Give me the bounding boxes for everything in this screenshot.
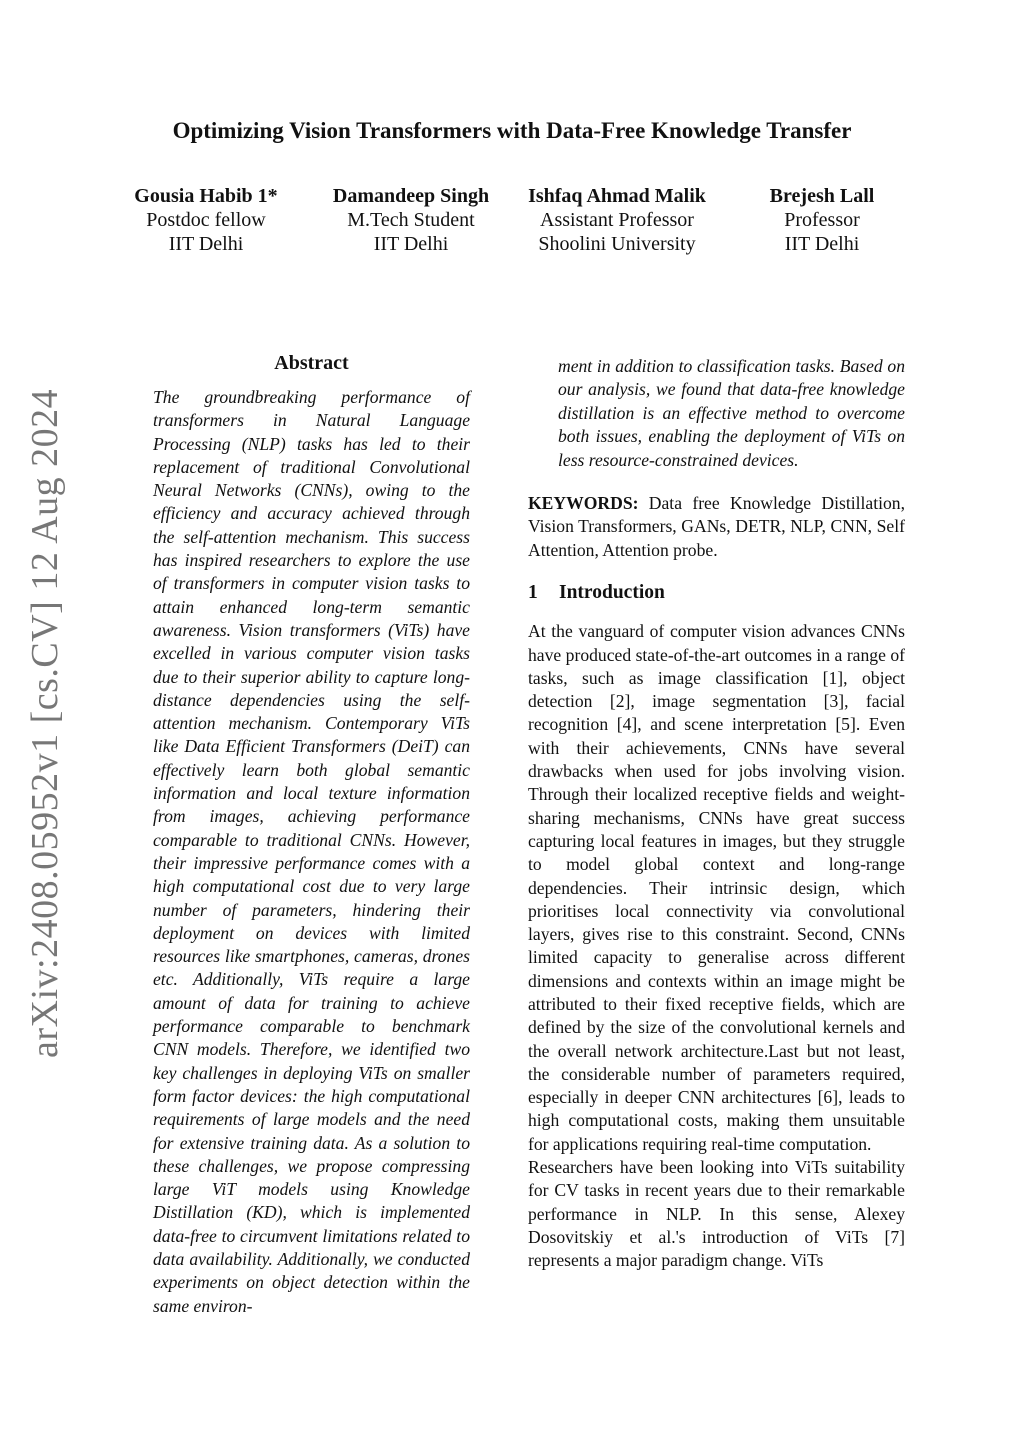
abstract-text: The groundbreaking performance of transformers in Natural Language Processing (NLP) tasks has led to their replacement of traditional Convolutional Neural Networks (CNNs), owing to the efficiency and accuracy achieved through the self-attention mechanism. This success has inspired researchers to explore the use of transformers in computer vision tasks to attain enhanced long-term semantic awareness. Vision transformers (ViTs) have excelled in various computer vision tasks due to their superior ability to capture long-distance dependencies using the self-attention mechanism. Contemporary ViTs like Data Efficient Transformers (DeiT) can effectively learn both global semantic information and local texture information from images, achieving performance comparable to traditional CNNs. However, their impressive performance comes with a high computational cost due to very large number of parameters, hindering their deployment on devices with limited resources like smartphones, cameras, drones etc. Additionally, ViTs require a large amount of data for training to achieve performance comparable to benchmark CNN models. Therefore, we identified two key challenges in deploying ViTs on smaller form factor devices: the high computational requirements of large models and the need for extensive training data. As a solution to these challenges, we propose compressing large ViT models using Knowledge Distillation (KD), which is implemented data-free to circumvent limitations related to data availability. Additionally, we conducted experiments on object detection within the same environ- bbox=[153, 387, 470, 1316]
right-column bbox=[528, 350, 905, 1273]
section-number: 1 bbox=[528, 582, 538, 604]
section-heading-introduction bbox=[528, 580, 905, 606]
keywords-label: KEYWORDS: bbox=[528, 493, 639, 514]
left-column bbox=[153, 350, 470, 1318]
author-affiliation: IIT Delhi bbox=[168, 233, 244, 255]
author-affiliation: IIT Delhi bbox=[373, 233, 449, 255]
author-3 bbox=[507, 184, 727, 256]
author-4 bbox=[712, 184, 932, 256]
author-affiliation: Shoolini University bbox=[538, 233, 696, 255]
paper-title: Optimizing Vision Transformers with Data-Free Knowledge Transfer bbox=[172, 118, 852, 143]
intro-paragraph-2: Researchers have been looking into ViTs suitability for CV tasks in recent years due to their remarkable performance in NLP. In this sense, Alexey Dosovitskiy et al.'s introduction of ViTs [7] represents a major paradigm change. ViTs bbox=[528, 1157, 905, 1271]
arxiv-identifier: arXiv:2408.05952v1 [cs.CV] 12 Aug 2024 bbox=[24, 388, 66, 1058]
keywords-text: Data free Knowledge Distillation, Vision Transformers, GANs, DETR, NLP, CNN, Self Attention, Attention probe. bbox=[528, 493, 905, 560]
author-role: M.Tech Student bbox=[347, 209, 475, 231]
intro-paragraph-1: At the vanguard of computer vision advances CNNs have produced state-of-the-art outcomes in a range of tasks, such as image classification [1], object detection [2], image segmentation [3], facial recognition [4], and scene interpretation [5]. Even with their achievements, CNNs have several drawbacks when used for jobs involving vision. Through their localized receptive fields and weight-sharing mechanisms, CNNs have great success capturing local features in images, but they struggle to model global context and long-range dependencies. Their intrinsic design, which prioritises local connectivity via convolutional layers, gives rise to this constraint. Second, CNNs limited capacity to generalise across different dimensions and contexts within an image might be attributed to their fixed receptive fields, which are defined by the size of the convolutional kernels and the overall network architecture.Last but not least, the considerable number of parameters required, especially in deeper CNN architectures [6], leads to high computational costs, making them unsuitable for applications requiring real-time computation. bbox=[528, 621, 905, 1154]
abstract-heading: Abstract bbox=[274, 352, 349, 374]
author-role: Postdoc fellow bbox=[146, 209, 266, 231]
keywords bbox=[528, 492, 905, 562]
author-name: Damandeep Singh bbox=[332, 185, 490, 207]
abstract-continuation: ment in addition to classification tasks. Based on our analysis, we found that data-free knowledge distillation is an effective method to overcome both issues, enabling the deployment of ViTs on less resource-constrained devices. bbox=[558, 356, 905, 470]
section-title: Introduction bbox=[559, 582, 665, 604]
author-role: Assistant Professor bbox=[540, 209, 694, 231]
author-name: Gousia Habib 1* bbox=[134, 185, 278, 207]
author-2 bbox=[301, 184, 521, 256]
author-name: Brejesh Lall bbox=[769, 185, 875, 207]
author-1 bbox=[96, 184, 316, 256]
author-role: Professor bbox=[784, 209, 860, 231]
author-name: Ishfaq Ahmad Malik bbox=[528, 185, 706, 207]
author-affiliation: IIT Delhi bbox=[784, 233, 860, 255]
